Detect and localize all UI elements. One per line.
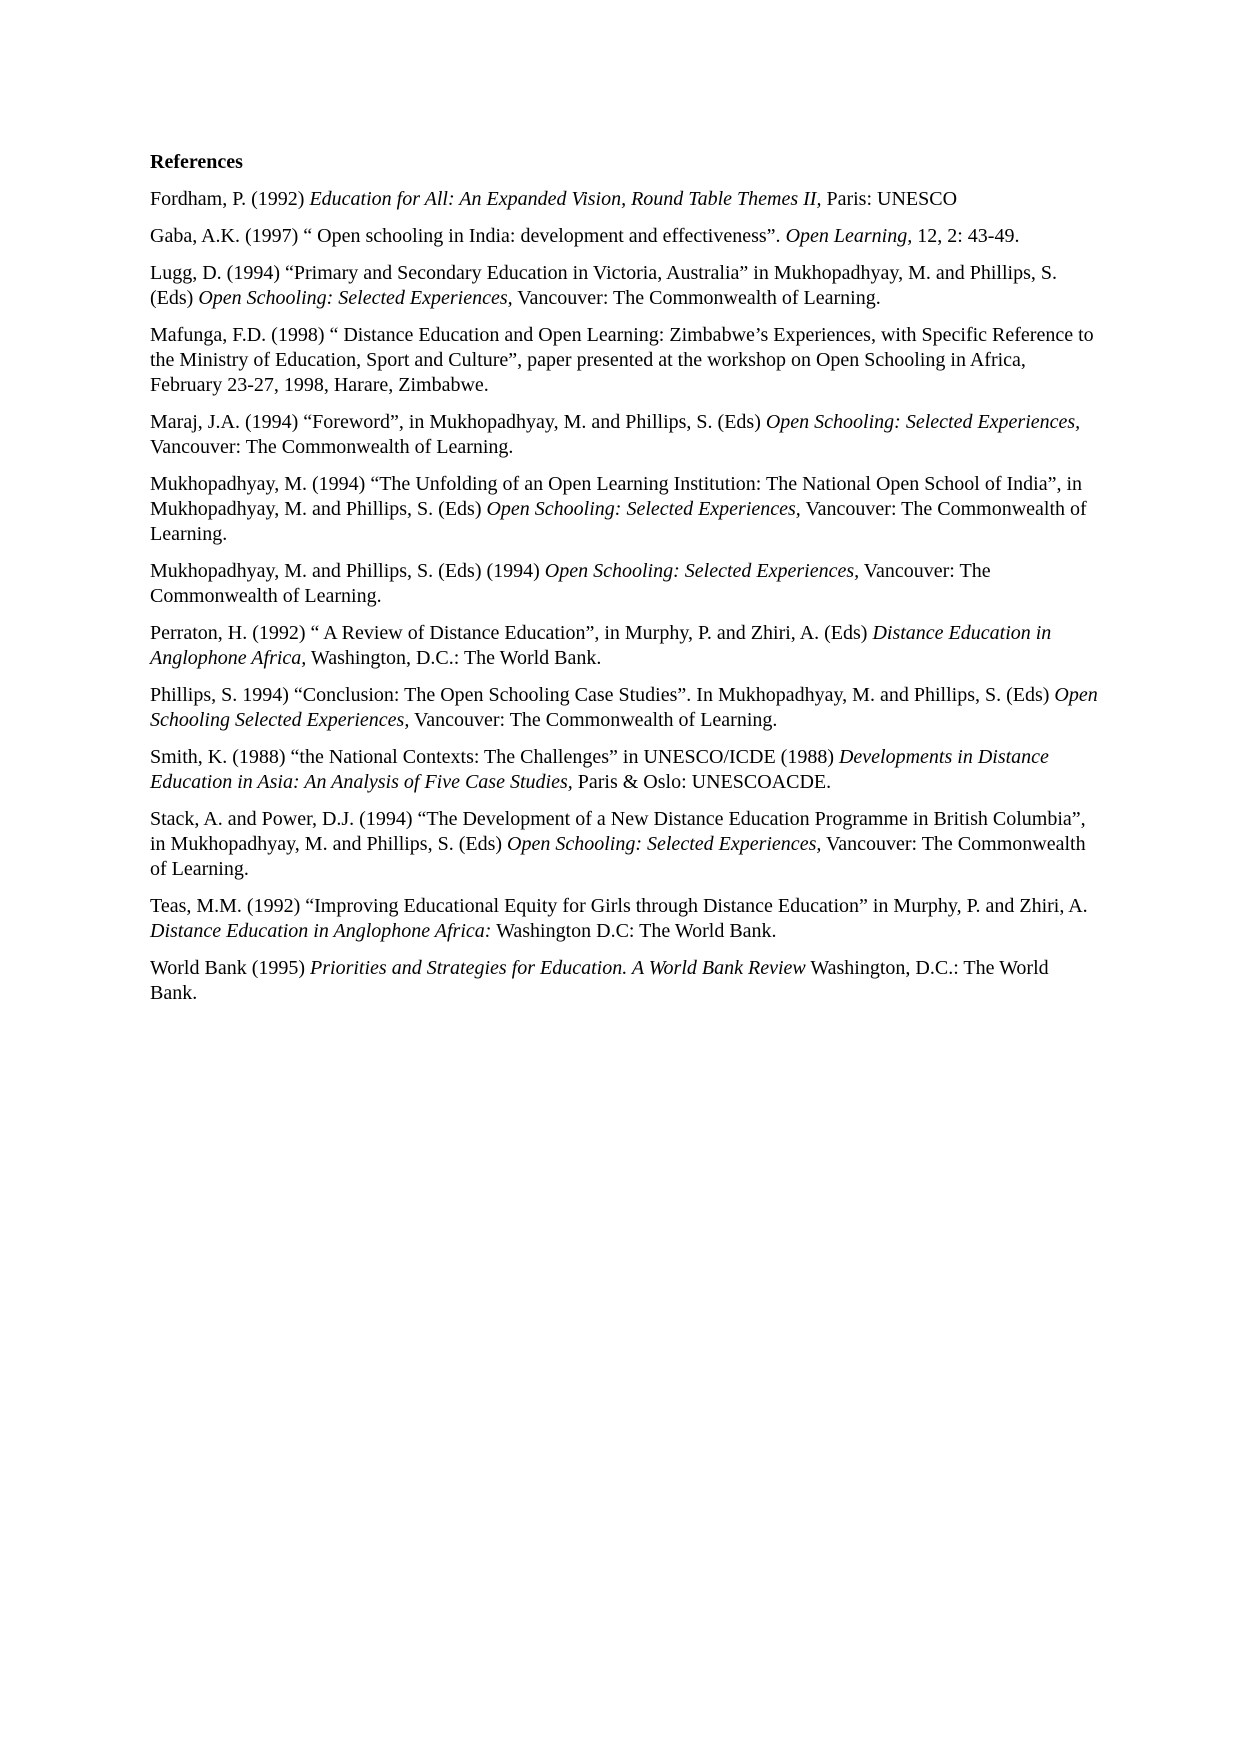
reference-entry (150, 472, 1100, 547)
reference-text: Teas, M.M. (1992) “Improving Educational Equity for Girls through Distance Education” in Murphy, P. and Zhiri, A. (150, 895, 1088, 917)
reference-title-italic: Distance Education in Anglophone Africa, (150, 622, 1052, 669)
reference-text: 12, 2: 43-49. (912, 225, 1020, 247)
reference-entry (150, 224, 1100, 249)
reference-text: Mukhopadhyay, M. (1994) “The Unfolding of an Open Learning Institution: The National Open School of India”, in Mukhopadhyay, M. and Phillips, S. (Eds) (150, 473, 1083, 520)
reference-text: Vancouver: The Commonwealth of Learning. (150, 560, 991, 607)
reference-text: Phillips, S. 1994) “Conclusion: The Open Schooling Case Studies”. In Mukhopadhyay, M. and Phillips, S. (Eds) (150, 684, 1055, 706)
reference-title-italic: Priorities and Strategies for Education. A World Bank Review (310, 957, 806, 979)
references-heading: References (150, 151, 243, 173)
reference-list (150, 187, 1100, 1006)
reference-title-italic: Distance Education in Anglophone Africa: (150, 920, 492, 942)
reference-entry (150, 187, 1100, 212)
reference-entry (150, 894, 1100, 944)
reference-entry (150, 745, 1100, 795)
reference-text: Mafunga, F.D. (1998) “ Distance Education and Open Learning: Zimbabwe’s Experiences, with Specific Reference to the Ministry of Education, Sport and Culture”, paper presented at the workshop on Open Schooling in Africa, February 23-27, 1998, Harare, Zimbabwe. (150, 324, 1094, 396)
reference-text: Paris: UNESCO (821, 188, 958, 210)
reference-text: Vancouver: The Commonwealth of Learning. (150, 833, 1086, 880)
reference-entry (150, 621, 1100, 671)
reference-title-italic: Education for All: An Expanded Vision, Round Table Themes II, (309, 188, 822, 210)
reference-title-italic: Open Learning, (785, 225, 913, 247)
reference-text: Lugg, D. (1994) “Primary and Secondary Education in Victoria, Australia” in Mukhopadhyay, M. and Phillips, S. (Eds) (150, 262, 1057, 309)
document-page (150, 150, 1100, 1018)
reference-title-italic: Developments in Distance Education in Asia: An Analysis of Five Case Studies, (150, 746, 1049, 793)
reference-entry (150, 410, 1100, 460)
reference-text: Washington, D.C.: The World Bank. (150, 957, 1049, 1004)
reference-entry (150, 261, 1100, 311)
reference-entry (150, 807, 1100, 882)
reference-text: Fordham, P. (1992) (150, 188, 310, 210)
reference-title-italic: Open Schooling: Selected Experiences, (486, 498, 801, 520)
reference-title-italic: Open Schooling: Selected Experiences, (507, 833, 822, 855)
reference-text: Paris & Oslo: UNESCOACDE. (572, 771, 832, 793)
reference-text: World Bank (1995) (150, 957, 311, 979)
reference-text: Washington D.C: The World Bank. (491, 920, 777, 942)
reference-title-italic: Open Schooling: Selected Experiences, (765, 411, 1081, 433)
reference-text: Perraton, H. (1992) “ A Review of Distance Education”, in Murphy, P. and Zhiri, A. (Eds) (150, 622, 873, 644)
reference-text: Gaba, A.K. (1997) “ Open schooling in India: development and effectiveness”. (150, 225, 786, 247)
reference-title-italic: Open Schooling: Selected Experiences, (544, 560, 860, 582)
reference-text: Vancouver: The Commonwealth of Learning. (409, 709, 778, 731)
reference-text: Stack, A. and Power, D.J. (1994) “The Development of a New Distance Education Programme in British Columbia”, in Mukhopadhyay, M. and Phillips, S. (Eds) (150, 808, 1086, 855)
reference-entry (150, 323, 1100, 398)
reference-text: Vancouver: The Commonwealth of Learning. (150, 436, 514, 458)
reference-title-italic: Open Schooling Selected Experiences, (150, 684, 1098, 731)
reference-entry (150, 683, 1100, 733)
reference-title-italic: Open Schooling: Selected Experiences, (198, 287, 513, 309)
reference-entry (150, 559, 1100, 609)
reference-text: Washington, D.C.: The World Bank. (306, 647, 602, 669)
reference-text: Smith, K. (1988) “the National Contexts: The Challenges” in UNESCO/ICDE (1988) (150, 746, 839, 768)
reference-text: Maraj, J.A. (1994) “Foreword”, in Mukhopadhyay, M. and Phillips, S. (Eds) (150, 411, 766, 433)
reference-text: Mukhopadhyay, M. and Phillips, S. (Eds) (1994) (150, 560, 545, 582)
reference-entry (150, 956, 1100, 1006)
reference-text: Vancouver: The Commonwealth of Learning. (512, 287, 881, 309)
reference-text: Vancouver: The Commonwealth of Learning. (150, 498, 1087, 545)
